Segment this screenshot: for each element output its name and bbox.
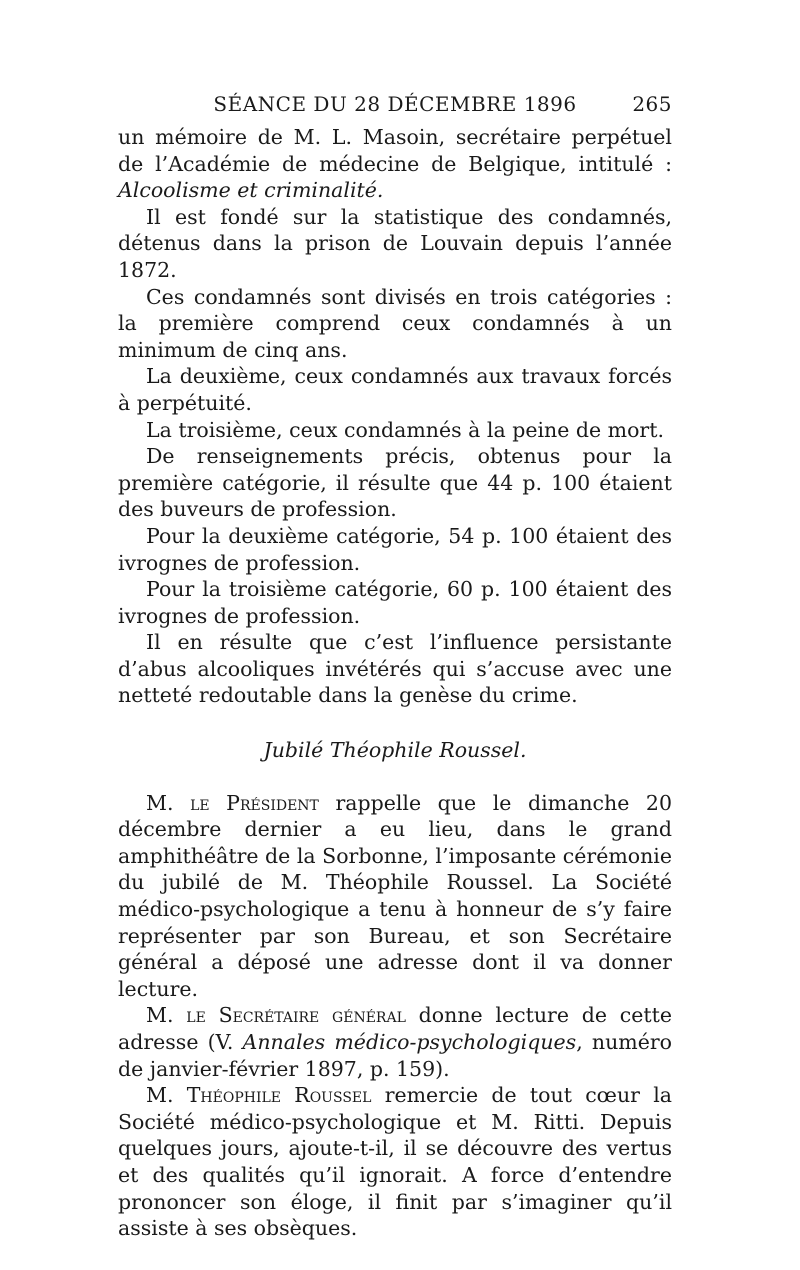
speaker-name: M. le Secrétaire général bbox=[146, 1003, 406, 1028]
paragraph-secretaire bbox=[118, 1002, 672, 1082]
paragraph: La deuxième, ceux condamnés aux travaux forcés à perpétuité. bbox=[118, 364, 672, 415]
paragraph-masoin bbox=[118, 124, 672, 204]
paragraph-text: remercie de tout cœur la Société médico-psychologique et M. Ritti. Depuis quelques jours, ajoute-t-il, il se découvre des vertus et des qualités qu’il ignorait. A force d’entendre prononcer son éloge, il finit par s’imaginer qu’il assiste à ses obsèques. bbox=[118, 1083, 672, 1241]
speaker-name: M. le Président bbox=[146, 790, 319, 815]
paragraph-italic-title: Alcoolisme et criminalité. bbox=[118, 178, 384, 203]
book-page bbox=[118, 92, 672, 1242]
paragraph-text: rappelle que le dimanche 20 décembre dernier a eu lieu, dans le grand amphithéâtre de la Sorbonne, l’imposante cérémonie du jubilé de M. Théophile Roussel. La Société médico-psychologique a tenu à honneur de s’y faire représenter par son Bureau, et son Secrétaire général a déposé une adresse dont il va donner lecture. bbox=[118, 790, 672, 1001]
running-header bbox=[118, 92, 672, 122]
body-text bbox=[118, 124, 672, 1242]
paragraph-text: , numéro de janvier-février 1897, p. 159). bbox=[118, 1030, 673, 1081]
paragraph: Pour la troisième catégorie, 60 p. 100 étaient des ivrognes de profession. bbox=[118, 577, 672, 628]
paragraph: Il en résulte que c’est l’influence persistante d’abus alcooliques invétérés qui s’accuse avec une netteté redoutable dans la genèse du crime. bbox=[118, 630, 672, 708]
page-number: 265 bbox=[632, 92, 672, 116]
paragraph-text: un mémoire de M. L. Masoin, secrétaire perpétuel de l’Académie de médecine de Belgique, intitulé : bbox=[118, 125, 672, 176]
running-header-title: SÉANCE DU 28 DÉCEMBRE 1896 bbox=[213, 92, 577, 116]
journal-title: Annales médico-psychologiques bbox=[242, 1030, 577, 1054]
paragraph: Pour la deuxième catégorie, 54 p. 100 étaient des ivrognes de profession. bbox=[118, 523, 672, 575]
section-heading: Jubilé Théophile Roussel. bbox=[263, 738, 527, 763]
paragraph-president bbox=[118, 790, 672, 1003]
paragraph: Il est fondé sur la statistique des condamnés, détenus dans la prison de Louvain depuis l’année 1872. bbox=[118, 204, 672, 282]
paragraph: De renseignements précis, obtenus pour la première catégorie, il résulte que 44 p. 100 étaient des buveurs de profession. bbox=[118, 444, 672, 522]
paragraph: Ces condamnés sont divisés en trois catégories : la première comprend ceux condamnés à un minimum de cinq ans. bbox=[118, 284, 672, 362]
paragraph-text: donne lecture de cette adresse (V. bbox=[118, 1003, 672, 1054]
paragraph-roussel bbox=[118, 1082, 672, 1242]
paragraph: La troisième, ceux condamnés à la peine de mort. bbox=[146, 417, 664, 442]
speaker-name: M. Théophile Roussel bbox=[146, 1083, 372, 1108]
